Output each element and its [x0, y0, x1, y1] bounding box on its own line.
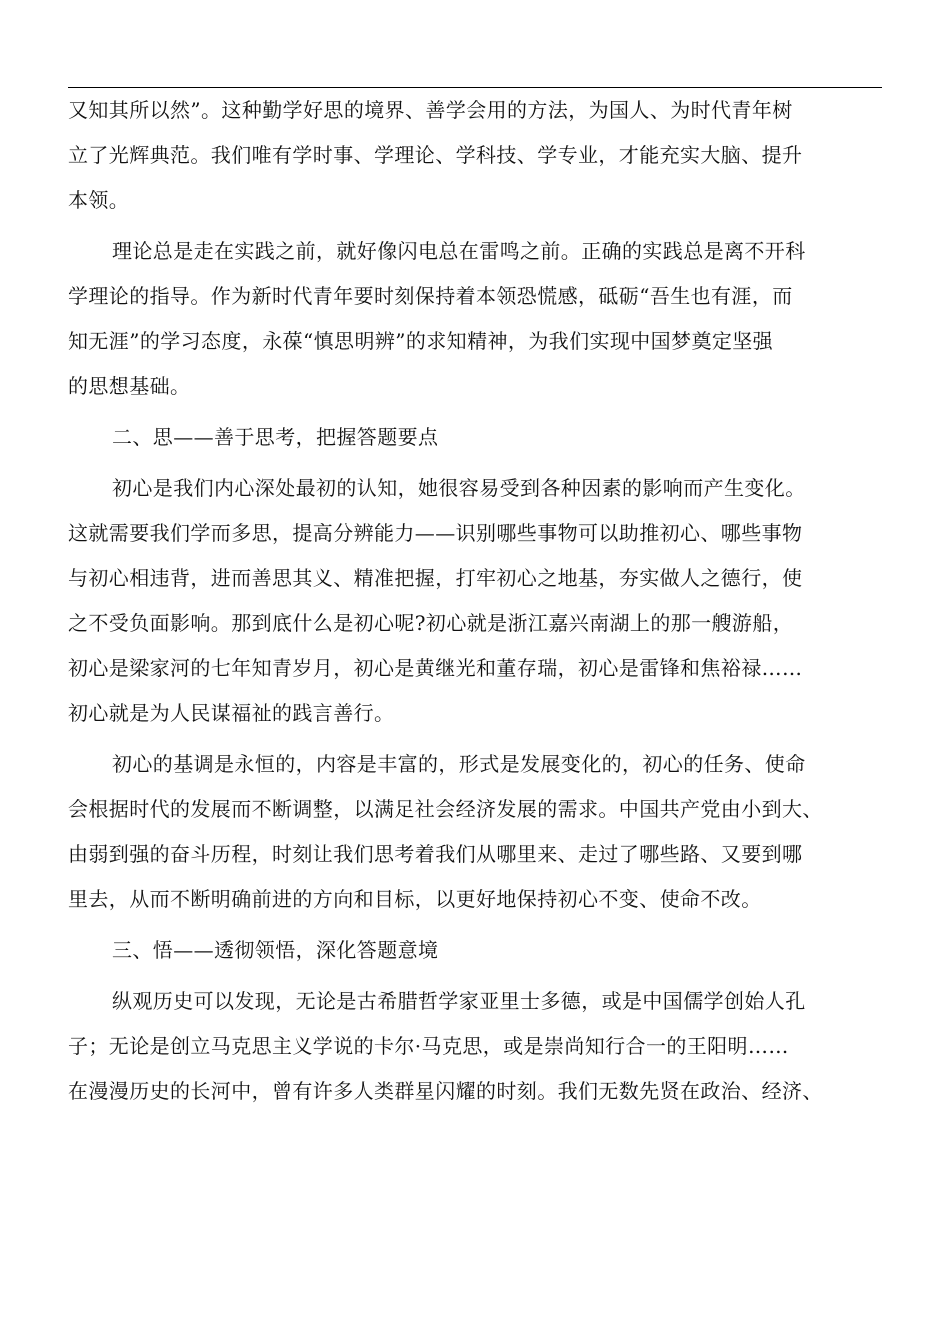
text-line: 会根据时代的发展而不断调整，以满足社会经济发展的需求。中国共产党由小到大、 — [68, 797, 823, 821]
text-line: 由弱到强的奋斗历程，时刻让我们思考着我们从哪里来、走过了哪些路、又要到哪 — [68, 842, 803, 866]
text-line: 的思想基础。 — [68, 374, 191, 398]
text-line: 初心的基调是永恒的，内容是丰富的，形式是发展变化的，初心的任务、使命 — [112, 752, 806, 776]
text-line: 里去，从而不断明确前进的方向和目标，以更好地保持初心不变、使命不改。 — [68, 887, 762, 911]
paragraph-history — [68, 979, 890, 1114]
text-line: 与初心相违背，进而善思其义、精准把握，打牢初心之地基，夯实做人之德行，使 — [68, 566, 803, 590]
paragraph-original-intention — [68, 466, 890, 736]
section-heading-two — [68, 415, 890, 460]
paragraph-theory — [68, 229, 890, 409]
text-line: 理论总是走在实践之前，就好像闪电总在雷鸣之前。正确的实践总是离不开科 — [112, 239, 806, 263]
paragraph-keynote — [68, 742, 890, 922]
text-line: 在漫漫历史的长河中，曾有许多人类群星闪耀的时刻。我们无数先贤在政治、经济、 — [68, 1079, 823, 1103]
section-heading-three — [68, 928, 890, 973]
text-line: 又知其所以然”。这种勤学好思的境界、善学会用的方法，为国人、为时代青年树 — [68, 98, 793, 122]
heading-text: 二、思——善于思考，把握答题要点 — [112, 425, 439, 449]
text-line: 初心是梁家河的七年知青岁月，初心是黄继光和董存瑞，初心是雷锋和焦裕禄…… — [68, 656, 803, 680]
text-line: 纵观历史可以发现，无论是古希腊哲学家亚里士多德，或是中国儒学创始人孔 — [112, 989, 806, 1013]
text-line: 这就需要我们学而多思，提高分辨能力——识别哪些事物可以助推初心、哪些事物 — [68, 521, 803, 545]
text-line: 初心是我们内心深处最初的认知，她很容易受到各种因素的影响而产生变化。 — [112, 476, 806, 500]
document-body — [68, 88, 890, 1114]
text-line: 之不受负面影响。那到底什么是初心呢?初心就是浙江嘉兴南湖上的那一艘游船， — [68, 611, 794, 635]
text-line: 立了光辉典范。我们唯有学时事、学理论、学科技、学专业，才能充实大脑、提升 — [68, 143, 803, 167]
heading-text: 三、悟——透彻领悟，深化答题意境 — [112, 938, 439, 962]
text-line: 子；无论是创立马克思主义学说的卡尔·马克思，或是崇尚知行合一的王阳明…… — [68, 1034, 789, 1058]
text-line: 初心就是为人民谋福祉的践言善行。 — [68, 701, 395, 725]
text-line: 知无涯”的学习态度，永葆“慎思明辨”的求知精神，为我们实现中国梦奠定坚强 — [68, 329, 774, 353]
text-line: 学理论的指导。作为新时代青年要时刻保持着本领恐慌感，砥砺“吾生也有涯，而 — [68, 284, 793, 308]
paragraph-continuation — [68, 88, 890, 223]
text-line: 本领。 — [68, 188, 130, 212]
